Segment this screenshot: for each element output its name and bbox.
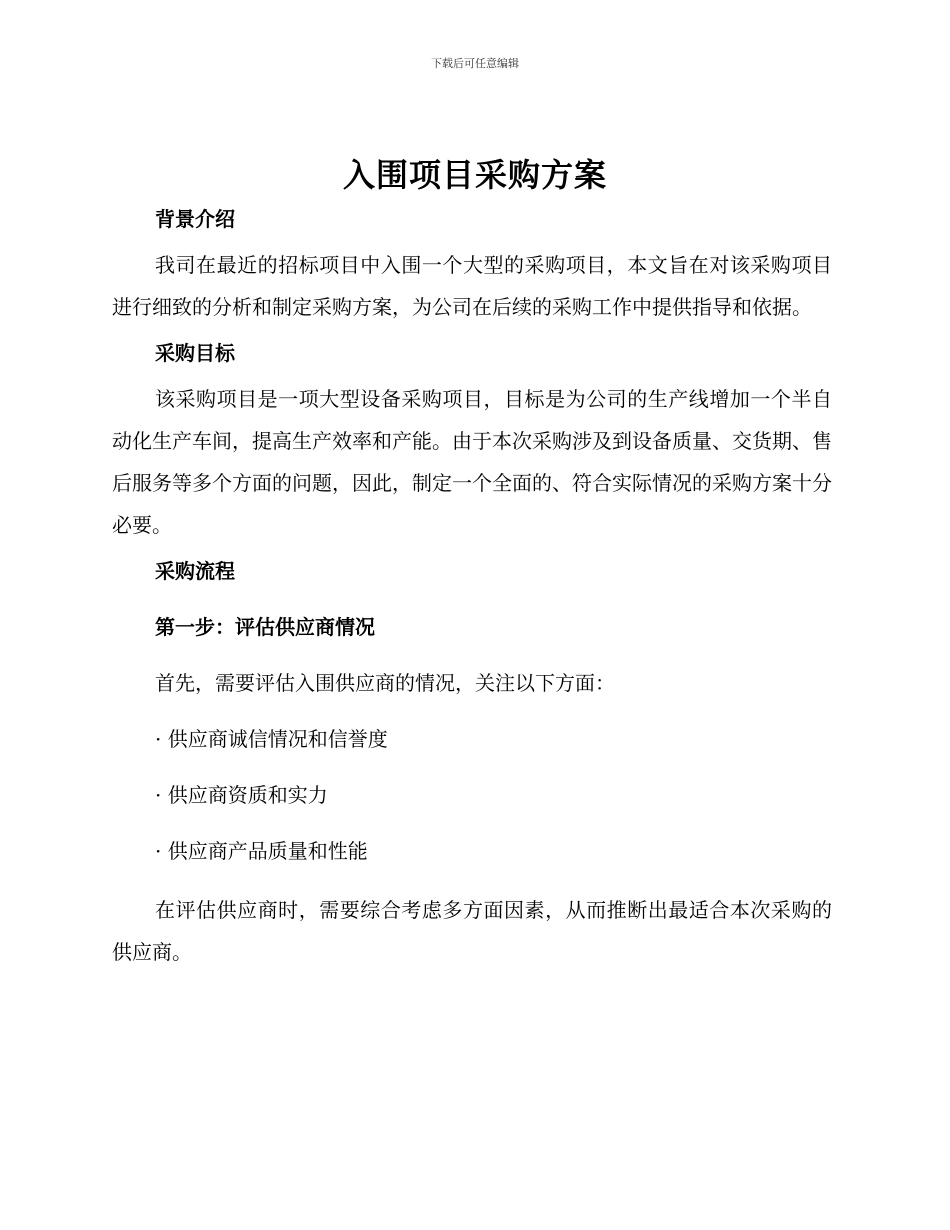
heading-background: 背景介绍 [155,207,235,231]
list-item: · 供应商产品质量和性能 [155,839,368,863]
document-body [112,204,832,973]
paragraph-background: 我司在最近的招标项目中入围一个大型的采购项目，本文旨在对该采购项目进行细致的分析和制定采购方案，为公司在后续的采购工作中提供指导和依据。 [112,253,832,319]
list-item: · 供应商资质和实力 [155,783,328,807]
step1-intro: 首先，需要评估入围供应商的情况，关注以下方面： [155,671,615,695]
heading-step1: 第一步：评估供应商情况 [155,615,375,639]
list-item: · 供应商诚信情况和信誉度 [155,727,388,751]
header-note: 下载后可任意编辑 [431,57,519,70]
heading-process: 采购流程 [155,559,235,583]
document-title: 入围项目采购方案 [342,156,607,194]
heading-goal: 采购目标 [155,341,235,365]
paragraph-step1-conclusion: 在评估供应商时，需要综合考虑多方面因素，从而推断出最适合本次采购的供应商。 [112,898,832,964]
paragraph-goal: 该采购项目是一项大型设备采购项目，目标是为公司的生产线增加一个半自动化生产车间，提高生产效率和产能。由于本次采购涉及到设备质量、交货期、售后服务等多个方面的问题，因此，制定一个全面的、符合实际情况的采购方案十分必要。 [112,387,832,537]
